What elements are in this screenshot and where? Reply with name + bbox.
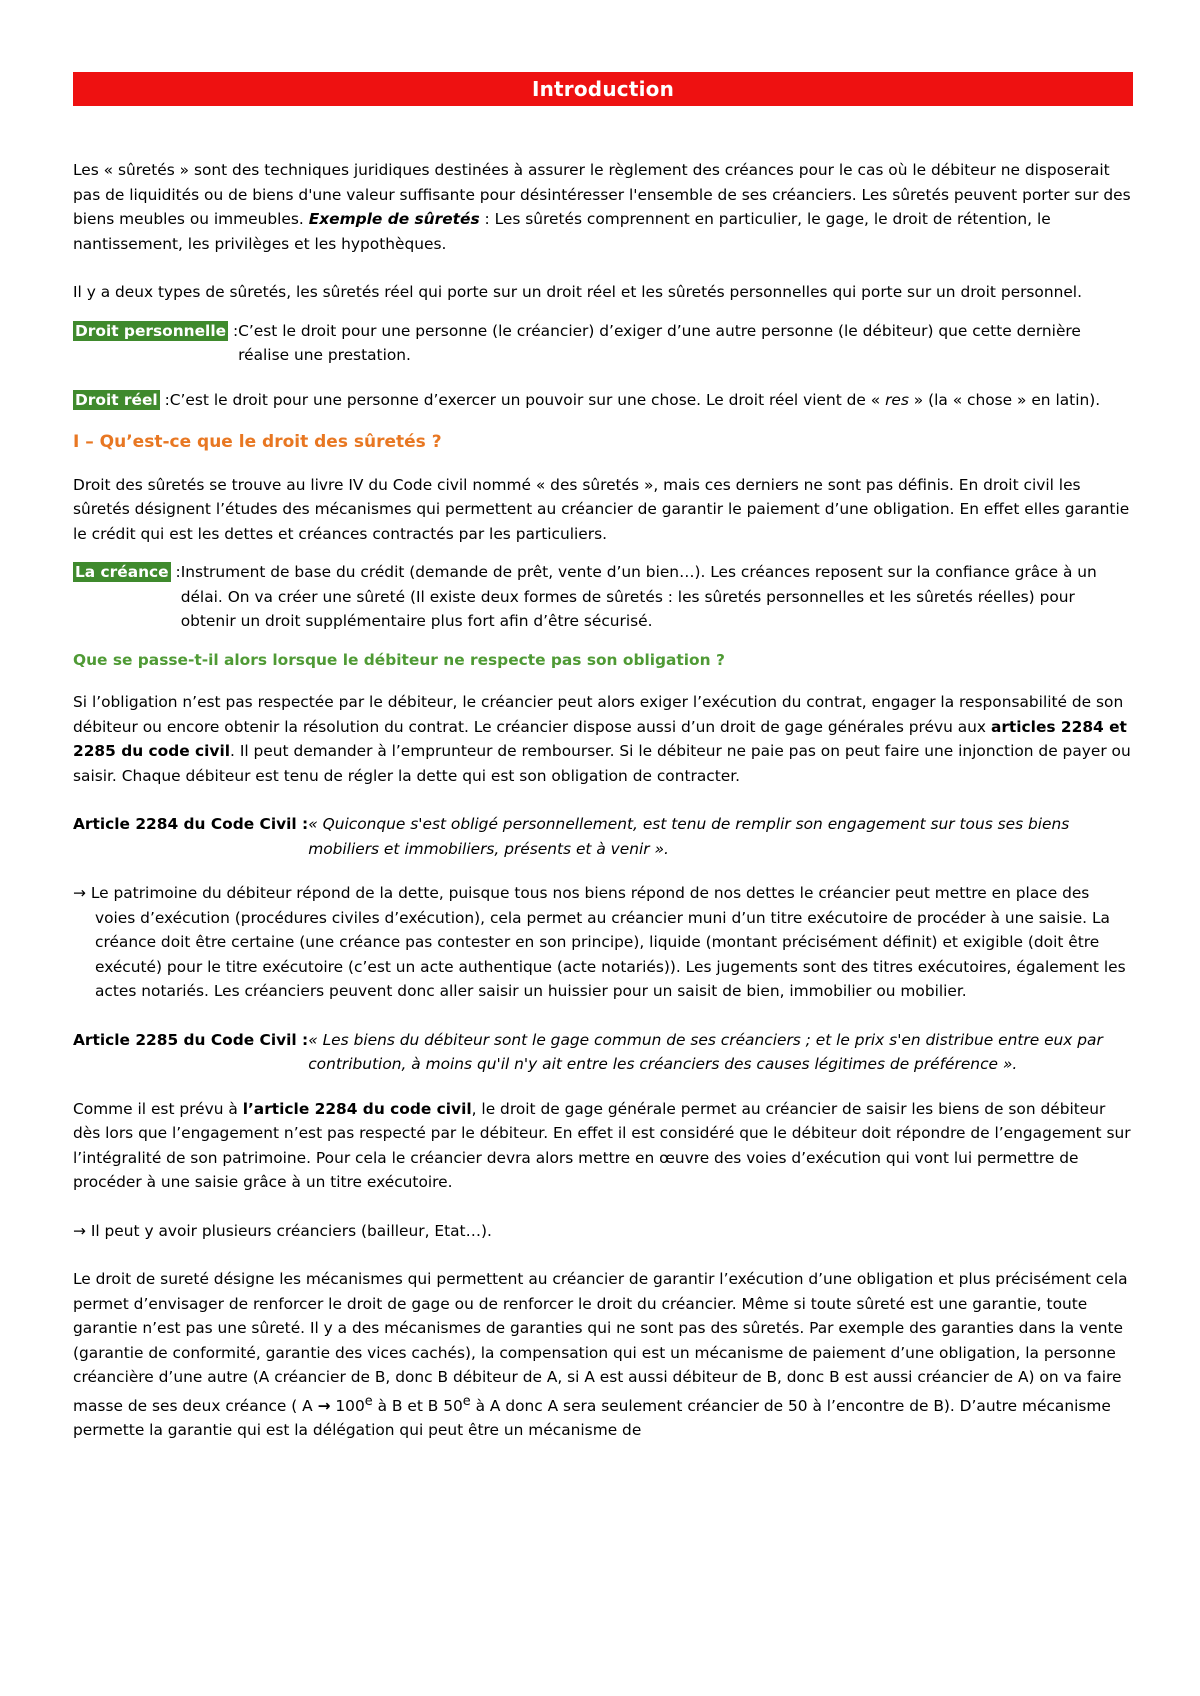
definition-creance [73,560,1133,634]
article-text: « Les biens du débiteur sont le gage commun de ses créanciers ; et le prix s'en distribue entre eux par contribution, à moins qu'il n'y ait entre les créanciers des causes légitimes de préférence ». [308,1030,1103,1073]
definition-text [170,388,1133,413]
paragraph-text: à A donc A sera seulement créancier de 50 à l’encontre de B). D’autre mécanisme permette la garantie qui est la délégation qui peut être un mécanisme de [73,1396,1111,1440]
superscript: e [364,1393,373,1409]
definition-term: La créance [75,563,169,581]
paragraph-text: Le droit de sureté désigne les mécanismes qui permettent au créancier de garantir l’exécution d’une obligation et plus précisément cela permet d’envisager de renforcer le droit de gage ou de renforcer le droit du créancier. Même si toute sûreté est une garantie, toute garantie n’est pas une sûreté. Il y a des mécanismes de garanties qui ne sont pas des sûretés. Par exemple des garanties dans la vente (garantie de conformité, garantie des vices cachés), la compensation qui est un mécanisme de paiement d’une obligation, la personne créancière d’une autre (A créancier de B, donc B débiteur de A, si A est aussi débiteur de B, donc B est aussi créancier de A) on va faire masse de ses deux créance ( A [73,1270,1128,1415]
definition-text: Instrument de base du crédit (demande de prêt, vente d’un bien…). Les créances reposent sur la confiance grâce à un délai. On va créer une sûreté (Il existe deux formes de sûretés : les sûretés personnelles et les sûretés réelles) pour obtenir un droit supplémentaire plus fort afin d’être sécurisé. [180,563,1097,630]
article-2285-quote [73,1028,1133,1077]
example-label: Exemple de sûretés [308,210,480,228]
definition-separator: : [228,321,239,340]
gage-paragraph [73,1097,1133,1195]
definition-text-part: » (la « chose » en latin). [908,390,1101,409]
paragraph-text: 100 [330,1396,365,1415]
latin-term: res [885,390,909,409]
intro-text-end: : Les sûretés comprennent en particulier, le gage, le droit de rétention, le nantissement, les privilèges et les hypothèques. [73,210,1051,253]
paragraph-text: Si l’obligation n’est pas respectée par le débiteur, le créancier peut alors exiger l’exécution du contrat, engager la responsabilité de son débiteur ou encore obtenir la résolution du contrat. Le créancier dispose aussi d’un droit de gage générales prévu aux [73,693,1124,736]
suretes-paragraph: Droit des sûretés se trouve au livre IV du Code civil nommé « des sûretés », mais ces derniers ne sont pas définis. En droit civil les sûretés désignent l’études des mécanismes qui permettent au créancier de garantir le paiement d’une obligation. En effet elles garantie le crédit qui est les dettes et créances contractés par les particuliers. [73,475,1130,543]
definition-term: Droit réel [75,390,158,409]
paragraph-text: Comme il est prévu à [73,1099,243,1118]
creanciers-note [73,1219,1133,1244]
arrow-icon: → [317,1396,331,1415]
definition-separator: : [159,390,170,409]
article-reference: l’article 2284 du code civil [242,1099,472,1118]
definition-separator: : [170,563,181,581]
definition-droit-personnelle [73,319,1133,368]
page-title: Introduction [73,72,1133,106]
article-label: Article 2285 du Code Civil : [73,1030,309,1049]
patrimoine-paragraph [73,881,1133,1004]
intro-text: Les « sûretés » sont des techniques juridiques destinées à assurer le règlement des créances pour le cas où le débiteur ne disposerait pas de liquidités ou de biens d'une valeur suffisante pour désintéresser l'ensemble de ses créanciers. Les sûretés peuvent porter sur des biens meubles ou immeubles. [73,161,1131,228]
definition-text-part: C’est le droit pour une personne d’exercer un pouvoir sur une chose. Le droit réel vient de « [169,390,886,409]
section-heading: I – Qu’est-ce que le droit des sûretés ? [73,432,442,452]
superscript: e [462,1393,471,1409]
definition-text: C’est le droit pour une personne (le créancier) d’exiger d’une autre personne (le débiteur) que cette dernière réalise une prestation. [238,321,1081,364]
paragraph-text: . Il peut demander à l’emprunteur de rembourser. Si le débiteur ne paie pas on peut faire une injonction de payer ou saisir. Chaque débiteur est tenu de régler la dette qui est son obligation de contracter. [73,742,1131,785]
article-reference: articles 2284 et 2285 du code civil [73,717,1127,760]
obligation-paragraph [73,690,1133,788]
intro-paragraph [73,158,1133,256]
paragraph-text: , le droit de gage générale permet au créancier de saisir les biens de son débiteur dès lors que l’engagement n’est pas respecté par le débiteur. En effet il est considéré que le débiteur doit répondre de l’engagement sur l’intégralité de son patrimoine. Pour cela le créancier devra alors mettre en œuvre des voies d’exécution qui vont lui permettre de procéder à une saisie grâce à un titre exécutoire. [73,1099,1131,1191]
paragraph-text: Il peut y avoir plusieurs créanciers (bailleur, Etat…). [90,1221,492,1240]
definition-droit-reel [73,388,1133,413]
article-2284-quote [73,812,1133,861]
types-paragraph: Il y a deux types de sûretés, les sûretés réel qui porte sur un droit réel et les sûretés personnelles qui porte sur un droit personnel. [73,283,1082,301]
arrow-icon: → [73,1221,86,1240]
subsection-question: Que se passe-t-il alors lorsque le débiteur ne respecte pas son obligation ? [73,650,725,669]
article-label: Article 2284 du Code Civil : [73,815,309,833]
document-page [73,72,1133,1443]
article-text: « Quiconque s'est obligé personnellement, est tenu de remplir son engagement sur tous ses biens mobiliers et immobiliers, présents et à venir ». [308,815,1070,858]
definition-term: Droit personnelle [75,321,227,340]
garantie-paragraph [73,1267,1133,1443]
paragraph-text: Le patrimoine du débiteur répond de la dette, puisque tous nos biens répond de nos dettes le créancier peut mettre en place des voies d’exécution (procédures civiles d’exécution), cela permet au créancier muni d’un titre exécutoire de procéder à une saisie. La créance doit être certaine (une créance pas contester en son principe), liquide (montant précisément définit) et exigible (doit être exécuté) pour le titre exécutoire (c’est un acte authentique (acte notariés)). Les jugements sont des titres exécutoires, également les actes notariés. Les créanciers peuvent donc aller saisir un huissier pour un saisit de bien, immobilier ou mobilier. [90,884,1126,1000]
paragraph-text: à B et B 50 [372,1396,463,1415]
arrow-icon: → [73,884,86,902]
